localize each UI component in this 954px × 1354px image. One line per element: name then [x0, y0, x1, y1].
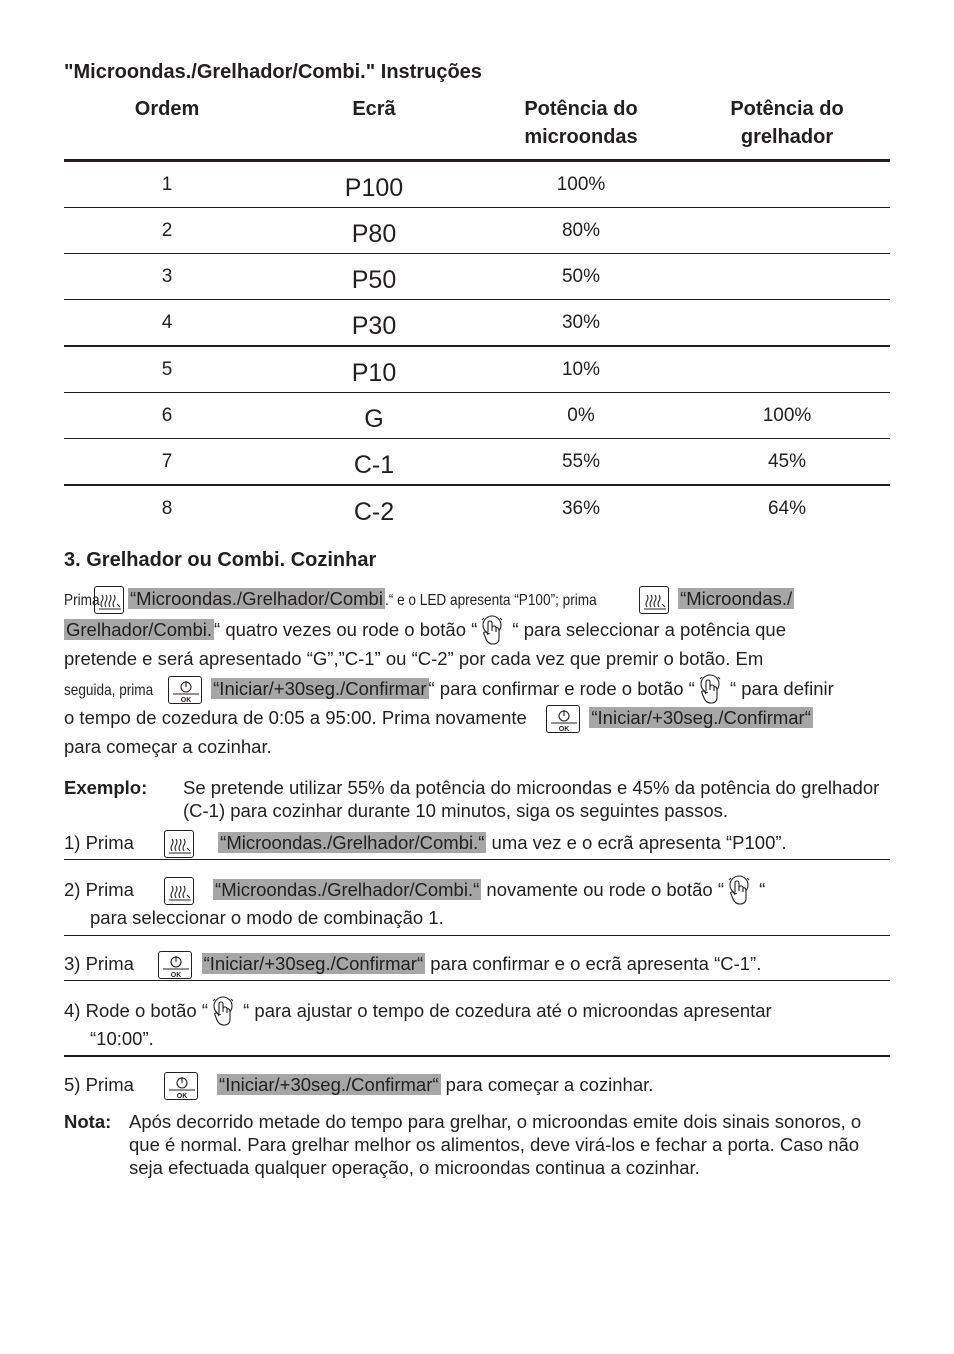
row-grill — [684, 254, 890, 266]
row-ordem: 1 — [161, 174, 173, 195]
power-table — [64, 95, 890, 531]
para-text: seguida, prima — [64, 681, 154, 699]
rotary-knob-icon — [479, 614, 505, 648]
example-text: Se pretende utilizar 55% da potência do microondas e 45% da potência do grelhador (C-1) para cozinhar durante 10 minutos, siga os seguintes passos. — [183, 777, 880, 821]
row-ordem: 8 — [161, 498, 173, 519]
highlight-mode: “Microondas./Grelhador/Combi.“ — [220, 832, 485, 853]
header-grill: Potência do grelhador — [730, 98, 844, 148]
note-label: Nota: — [64, 1111, 112, 1132]
table-row — [64, 346, 890, 393]
example-label: Exemplo: — [64, 777, 148, 798]
para-line-6 — [64, 732, 272, 762]
row-ecra: P30 — [351, 312, 397, 340]
row-grill — [684, 300, 890, 312]
divider — [64, 859, 890, 860]
table-header — [64, 95, 890, 161]
row-micro: 80% — [561, 220, 601, 241]
rotary-knob-icon — [210, 995, 236, 1029]
grill-wave-icon — [164, 830, 194, 858]
highlight-confirm: “Iniciar/+30seg./Confirmar — [213, 677, 427, 699]
row-micro: 10% — [561, 359, 601, 380]
para-text: “ para seleccionar a potência que — [507, 618, 786, 640]
row-micro: 55% — [561, 451, 601, 472]
divider — [64, 980, 890, 981]
header-ordem: Ordem — [134, 98, 200, 120]
rotary-knob-icon — [697, 673, 723, 707]
para-line-2 — [64, 614, 786, 644]
header-micro: Potência do microondas — [524, 98, 638, 148]
step-2: 2) Prima “Microondas./Grelhador/Combi.“ novamente ou rode o botão “ “ — [64, 874, 765, 904]
row-micro: 36% — [561, 498, 601, 519]
row-grill: 64% — [767, 498, 807, 519]
row-micro: 100% — [556, 174, 606, 195]
row-micro: 30% — [561, 312, 601, 333]
table-row — [64, 208, 890, 254]
para-text: “ para confirmar e rode o botão “ — [428, 677, 695, 699]
row-micro: 50% — [561, 266, 601, 287]
table-row — [64, 485, 890, 531]
step-5: 5) Prima “Iniciar/+30seg./Confirmar“ para começar a cozinhar. — [64, 1070, 653, 1100]
header-ecra: Ecrã — [352, 98, 396, 120]
para-line-1 — [64, 584, 794, 614]
para-line-4 — [64, 673, 834, 703]
highlight-mode: “Microondas./Grelhador/Combi — [130, 588, 383, 609]
para-text: para começar a cozinhar. — [64, 736, 272, 757]
row-grill: 100% — [762, 405, 812, 426]
row-ecra: P80 — [351, 220, 397, 248]
row-ecra: P50 — [351, 266, 397, 294]
row-ecra: P10 — [351, 359, 397, 387]
row-ordem: 7 — [161, 451, 173, 472]
row-micro: 0% — [567, 405, 595, 426]
row-ordem: 2 — [161, 220, 173, 241]
para-text: “ para definir — [724, 677, 834, 699]
page-title: "Microondas./Grelhador/Combi." Instruções — [64, 61, 482, 83]
section-heading: 3. Grelhador ou Combi. Cozinhar — [64, 549, 377, 571]
step-2-line-2: para seleccionar o modo de combinação 1. — [90, 907, 444, 928]
para-text: o tempo de cozedura de 0:05 a 95:00. Prima novamente — [64, 707, 527, 728]
power-ok-icon — [546, 705, 580, 733]
row-ordem: 3 — [161, 266, 173, 287]
row-grill — [684, 208, 890, 220]
row-ordem: 5 — [161, 359, 173, 380]
row-grill: 45% — [767, 451, 807, 472]
table-row — [64, 300, 890, 347]
row-ecra: G — [364, 405, 384, 433]
grill-wave-icon — [164, 877, 194, 905]
table-row — [64, 393, 890, 439]
highlight-confirm: “Iniciar/+30seg./Confirmar“ — [591, 707, 811, 728]
table-row — [64, 254, 890, 300]
highlight-confirm: “Iniciar/+30seg./Confirmar“ — [203, 953, 424, 974]
highlight-mode: “Microondas./ — [680, 588, 793, 609]
prima-label: Prima — [64, 592, 100, 609]
step-3: 3) Prima “Iniciar/+30seg./Confirmar“ para confirmar e o ecrã apresenta “C-1”. — [64, 949, 761, 979]
para-text: .“ e o LED apresenta “P100”; prima — [384, 592, 597, 609]
rotary-knob-icon — [726, 874, 752, 908]
row-grill — [684, 347, 890, 359]
highlight-mode: Grelhador/Combi. — [66, 618, 213, 640]
row-grill — [684, 162, 890, 174]
step-4-line-2: “10:00”. — [90, 1028, 154, 1049]
table-row — [64, 439, 890, 486]
row-ecra: P100 — [344, 174, 404, 202]
power-ok-icon — [168, 676, 202, 704]
para-line-3 — [64, 644, 763, 674]
divider — [64, 1055, 890, 1057]
highlight-mode: “Microondas./Grelhador/Combi.“ — [215, 878, 480, 900]
row-ecra: C-1 — [353, 451, 395, 479]
divider — [64, 935, 890, 936]
grill-wave-icon — [639, 586, 669, 614]
row-ordem: 6 — [161, 405, 173, 426]
row-ecra: C-2 — [353, 498, 395, 526]
para-line-5 — [64, 703, 813, 733]
power-ok-icon — [164, 1072, 198, 1100]
para-text: “ quatro vezes ou rode o botão “ — [214, 618, 478, 640]
para-text: pretende e será apresentado “G”,”C-1” ou “C-2” por cada vez que premir o botão. Em — [64, 648, 764, 669]
grill-wave-icon — [94, 586, 124, 614]
table-row — [64, 161, 890, 208]
step-1: 1) Prima “Microondas./Grelhador/Combi.“ uma vez e o ecrã apresenta “P100”. — [64, 828, 787, 858]
step-4: 4) Rode o botão “ “ para ajustar o tempo de cozedura até o microondas apresentar — [64, 995, 772, 1025]
highlight-confirm: “Iniciar/+30seg./Confirmar“ — [219, 1074, 439, 1095]
note-text: Após decorrido metade do tempo para grelhar, o microondas emite dois sinais sonoros, o que é normal. Para grelhar melhor os alimentos, deve virá-los e fechar a porta. Caso não seja efectuada qualquer operação, o microondas continua a cozinhar. — [129, 1111, 862, 1178]
power-ok-icon — [158, 951, 192, 979]
row-ordem: 4 — [161, 312, 173, 333]
